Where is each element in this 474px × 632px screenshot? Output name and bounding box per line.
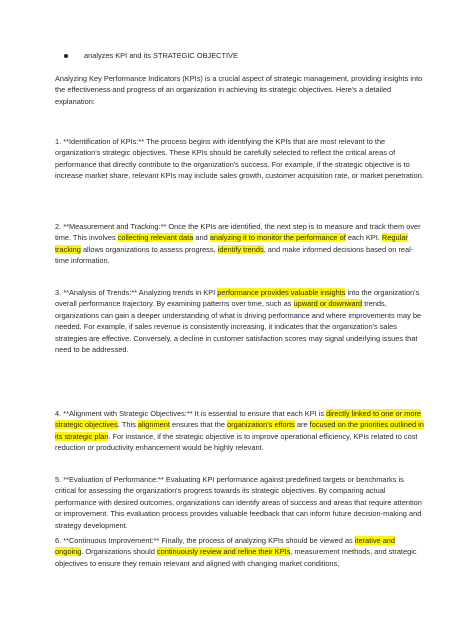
section-paragraph [55, 136, 425, 182]
highlighted-text: iterative and ongoing [55, 536, 396, 557]
highlighted-text: Regular tracking [55, 233, 408, 254]
intro-paragraph: Analyzing Key Performance Indicators (KPIs) is a crucial aspect of strategic management, providing insights into the effectiveness and progress of an organization in achieving its strategic objectives. Here's a detailed explanation: [55, 74, 423, 106]
paragraph-text: . This [117, 420, 138, 430]
highlighted-text: continuously review and refine their KPIs [156, 547, 291, 557]
paragraph-text: , and make informed decisions based on real-time information. [55, 244, 414, 266]
highlighted-text: directly linked to one or more strategic objectives [55, 409, 422, 430]
section-paragraph [55, 535, 425, 569]
highlighted-text: focused on the priorities outlined in its strategic plan [55, 420, 424, 441]
paragraph-text: 5. **Evaluation of Performance:** Evaluating KPI performance against predefined targets or benchmarks is critical for assessing the organization's progress towards its strategic objectives. By comparing actual performance with desired outcomes, organizations can identify areas of success and areas that require attention or improvement. This evaluation process provides valuable feedback that can inform future decision-making and strategy development. [55, 475, 422, 530]
paragraph-text: . For instance, if the strategic objective is to improve operational efficiency, KPIs related to cost reduction or productivity enhancement would be highly relevant. [55, 431, 418, 453]
bullet-heading: analyzes KPI and its STRATEGIC OBJECTIVE [84, 51, 238, 60]
highlighted-text: analyzing it to monitor the performance of [209, 233, 346, 243]
paragraph-text: 6. **Continuous Improvement:** Finally, the process of analyzing KPIs should be viewed as [55, 536, 355, 545]
paragraph-text: 2. **Measurement and Tracking:** Once the KPIs are identified, the next step is to measure and track them over time. This involves [55, 222, 421, 243]
paragraph-text: ensures that the [169, 420, 228, 430]
paragraph-text: each KPI. [345, 233, 382, 243]
highlighted-text: alignment [137, 420, 170, 430]
paragraph-text: 4. **Alignment with Strategic Objectives:** It is essential to ensure that each KPI is [55, 409, 327, 418]
paragraph-text: into the organization's overall performance trajectory. By examining patterns over time, such as [55, 288, 420, 309]
paragraph-text: trends, organizations can gain a deeper understanding of what is driving performance and where improvements may be needed. For example, if sales revenue is consistently increasing, it indicates that the organization's sales strategies are effective. Conversely, a decline in customer satisfaction scores may signal underlying issues that need to be addressed. [55, 299, 422, 355]
section-paragraph [55, 408, 425, 454]
highlighted-text: collecting relevant data [117, 233, 194, 243]
section-paragraph [55, 474, 425, 531]
highlighted-text: organization's efforts [227, 420, 295, 430]
paragraph-text: and [193, 233, 210, 243]
paragraph-text: 1. **Identification of KPIs:** The process begins with identifying the KPIs that are most relevant to the organization's strategic objectives. These KPIs should be carefully selected to reflect the critical areas of performance that directly contribute to the organization's success. For example, if the strategic objective is to increase market share, relevant KPIs may include sales growth, customer acquisition rate, or market penetration. [55, 137, 424, 181]
highlighted-text: upward or downward [293, 299, 363, 309]
paragraph-text: . Organizations should [81, 547, 157, 557]
highlighted-text: performance provides valuable insights [217, 288, 346, 297]
paragraph-text: , measurement methods, and strategic objectives to ensure they remain relevant and aligned with changing market conditions, [55, 547, 417, 568]
section-paragraph [55, 221, 425, 267]
highlighted-text: identify trends [217, 244, 264, 254]
paragraph-text: allows organizations to assess progress, [80, 244, 218, 254]
section-paragraph [55, 287, 425, 355]
bullet-icon [64, 54, 68, 58]
paragraph-text: are [294, 420, 310, 430]
paragraph-text: 3. **Analysis of Trends:** Analyzing trends in KPI [55, 288, 218, 297]
